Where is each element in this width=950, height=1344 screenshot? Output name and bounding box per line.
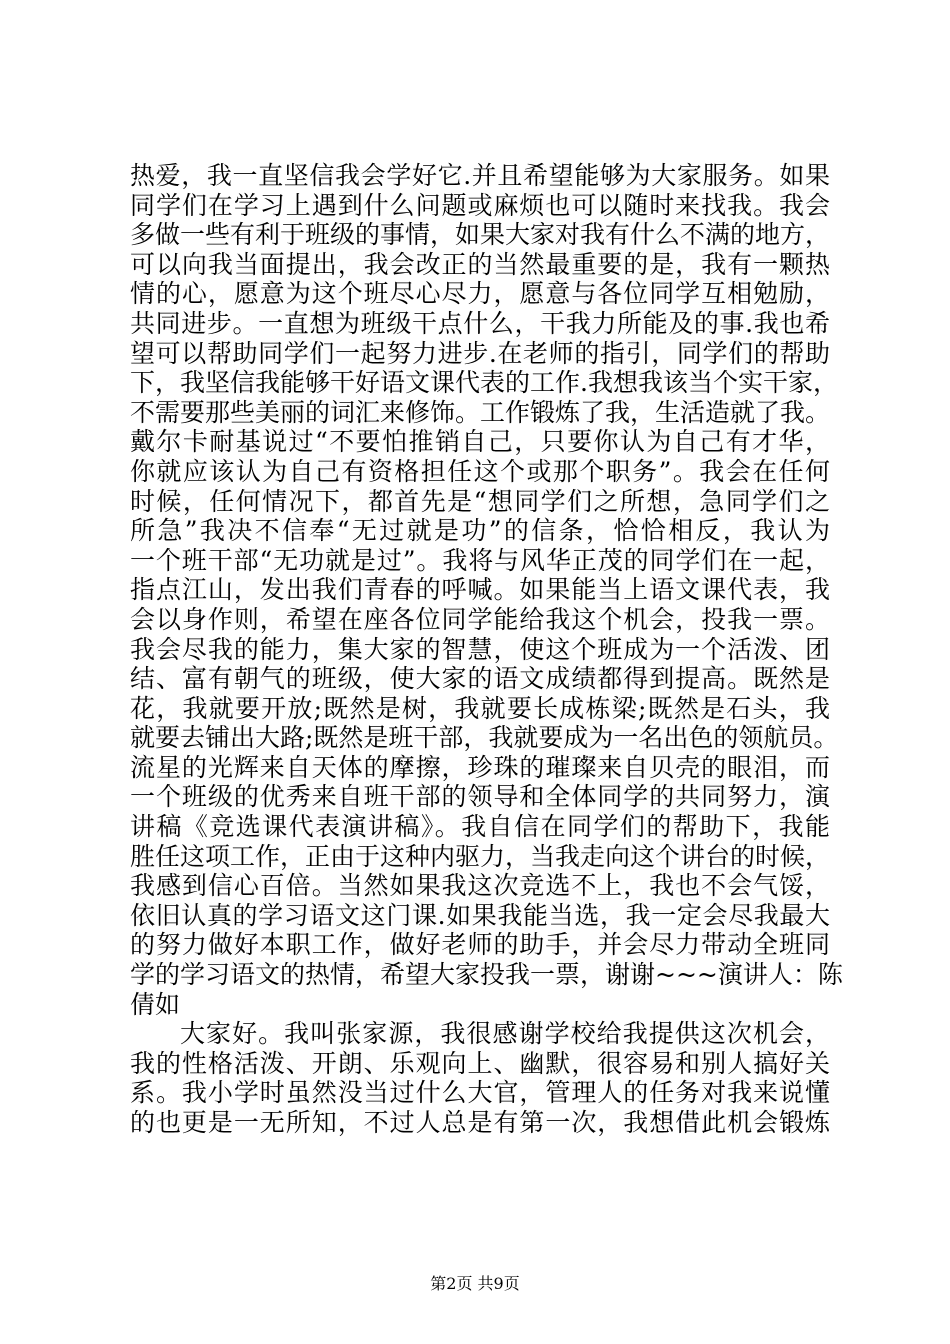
text-line: 情的心，愿意为这个班尽心尽力，愿意与各位同学互相勉励， <box>130 279 830 309</box>
text-line: 指点江山，发出我们青春的呼喊。如果能当上语文课代表，我 <box>130 575 830 605</box>
paragraph-first-line: 大家好。我叫张家源，我很感谢学校给我提供这次机会， <box>180 1019 830 1049</box>
text-line: 结、富有朝气的班级，使大家的语文成绩都得到提高。既然是 <box>130 664 830 694</box>
text-line: 学的学习语文的热情，希望大家投我一票，谢谢~~~演讲人：陈 <box>130 960 843 990</box>
text-line: 我的性格活泼、开朗、乐观向上、幽默，很容易和别人搞好关 <box>130 1048 830 1078</box>
text-line: 一个班级的优秀来自班干部的领导和全体同学的共同努力，演 <box>130 782 830 812</box>
text-line: 可以向我当面提出，我会改正的当然最重要的是，我有一颗热 <box>130 249 830 279</box>
text-line: 所急”我决不信奉“无过就是功”的信条，恰恰相反，我认为 <box>130 516 830 546</box>
text-line: 共同进步。一直想为班级干点什么，干我力所能及的事.我也希 <box>130 308 830 338</box>
text-line: 我会尽我的能力，集大家的智慧，使这个班成为一个活泼、团 <box>130 634 830 664</box>
text-line: 胜任这项工作，正由于这种内驱力，当我走向这个讲台的时候， <box>130 841 831 871</box>
text-line: 我感到信心百倍。当然如果我这次竞选不上，我也不会气馁， <box>130 871 830 901</box>
text-line: 依旧认真的学习语文这门课.如果我能当选，我一定会尽我最大 <box>130 900 830 930</box>
text-line: 戴尔卡耐基说过“不要怕推销自己，只要你认为自己有才华， <box>130 427 830 457</box>
text-line: 的也更是一无所知，不过人总是有第一次，我想借此机会锻炼 <box>130 1108 830 1137</box>
page-number-footer: 第2页 共9页 <box>430 1274 520 1293</box>
text-line: 热爱，我一直坚信我会学好它.并且希望能够为大家服务。如果 <box>130 161 830 190</box>
text-line: 讲稿《竞选课代表演讲稿》。我自信在同学们的帮助下，我能 <box>130 812 830 842</box>
text-line: 望可以帮助同学们一起努力进步.在老师的指引，同学们的帮助 <box>130 338 830 368</box>
text-line: 不需要那些美丽的词汇来修饰。工作锻炼了我，生活造就了我。 <box>130 397 831 427</box>
text-line: 流星的光辉来自天体的摩擦，珍珠的璀璨来自贝壳的眼泪，而 <box>130 752 830 782</box>
text-line: 同学们在学习上遇到什么问题或麻烦也可以随时来找我。我会 <box>130 190 830 220</box>
text-line: 花，我就要开放;既然是树，我就要长成栋梁;既然是石头，我 <box>130 693 830 723</box>
text-line: 时候，任何情况下，都首先是“想同学们之所想，急同学们之 <box>130 486 830 516</box>
text-line: 系。我小学时虽然没当过什么大官，管理人的任务对我来说懂 <box>130 1078 830 1108</box>
text-line: 一个班干部“无功就是过”。我将与风华正茂的同学们在一起， <box>130 545 830 575</box>
text-line: 你就应该认为自己有资格担任这个或那个职务”。我会在任何 <box>130 456 830 486</box>
body-text <box>130 161 843 1138</box>
text-line: 的努力做好本职工作，做好老师的助手，并会尽力带动全班同 <box>130 930 830 960</box>
text-line: 就要去铺出大路;既然是班干部，我就要成为一名出色的领航员。 <box>130 723 839 753</box>
text-line: 倩如 <box>130 989 181 1019</box>
text-line: 会以身作则，希望在座各位同学能给我这个机会，投我一票。 <box>130 604 830 634</box>
text-line: 多做一些有利于班级的事情，如果大家对我有什么不满的地方， <box>130 220 831 250</box>
text-line: 下，我坚信我能够干好语文课代表的工作.我想我该当个实干家， <box>130 368 838 398</box>
